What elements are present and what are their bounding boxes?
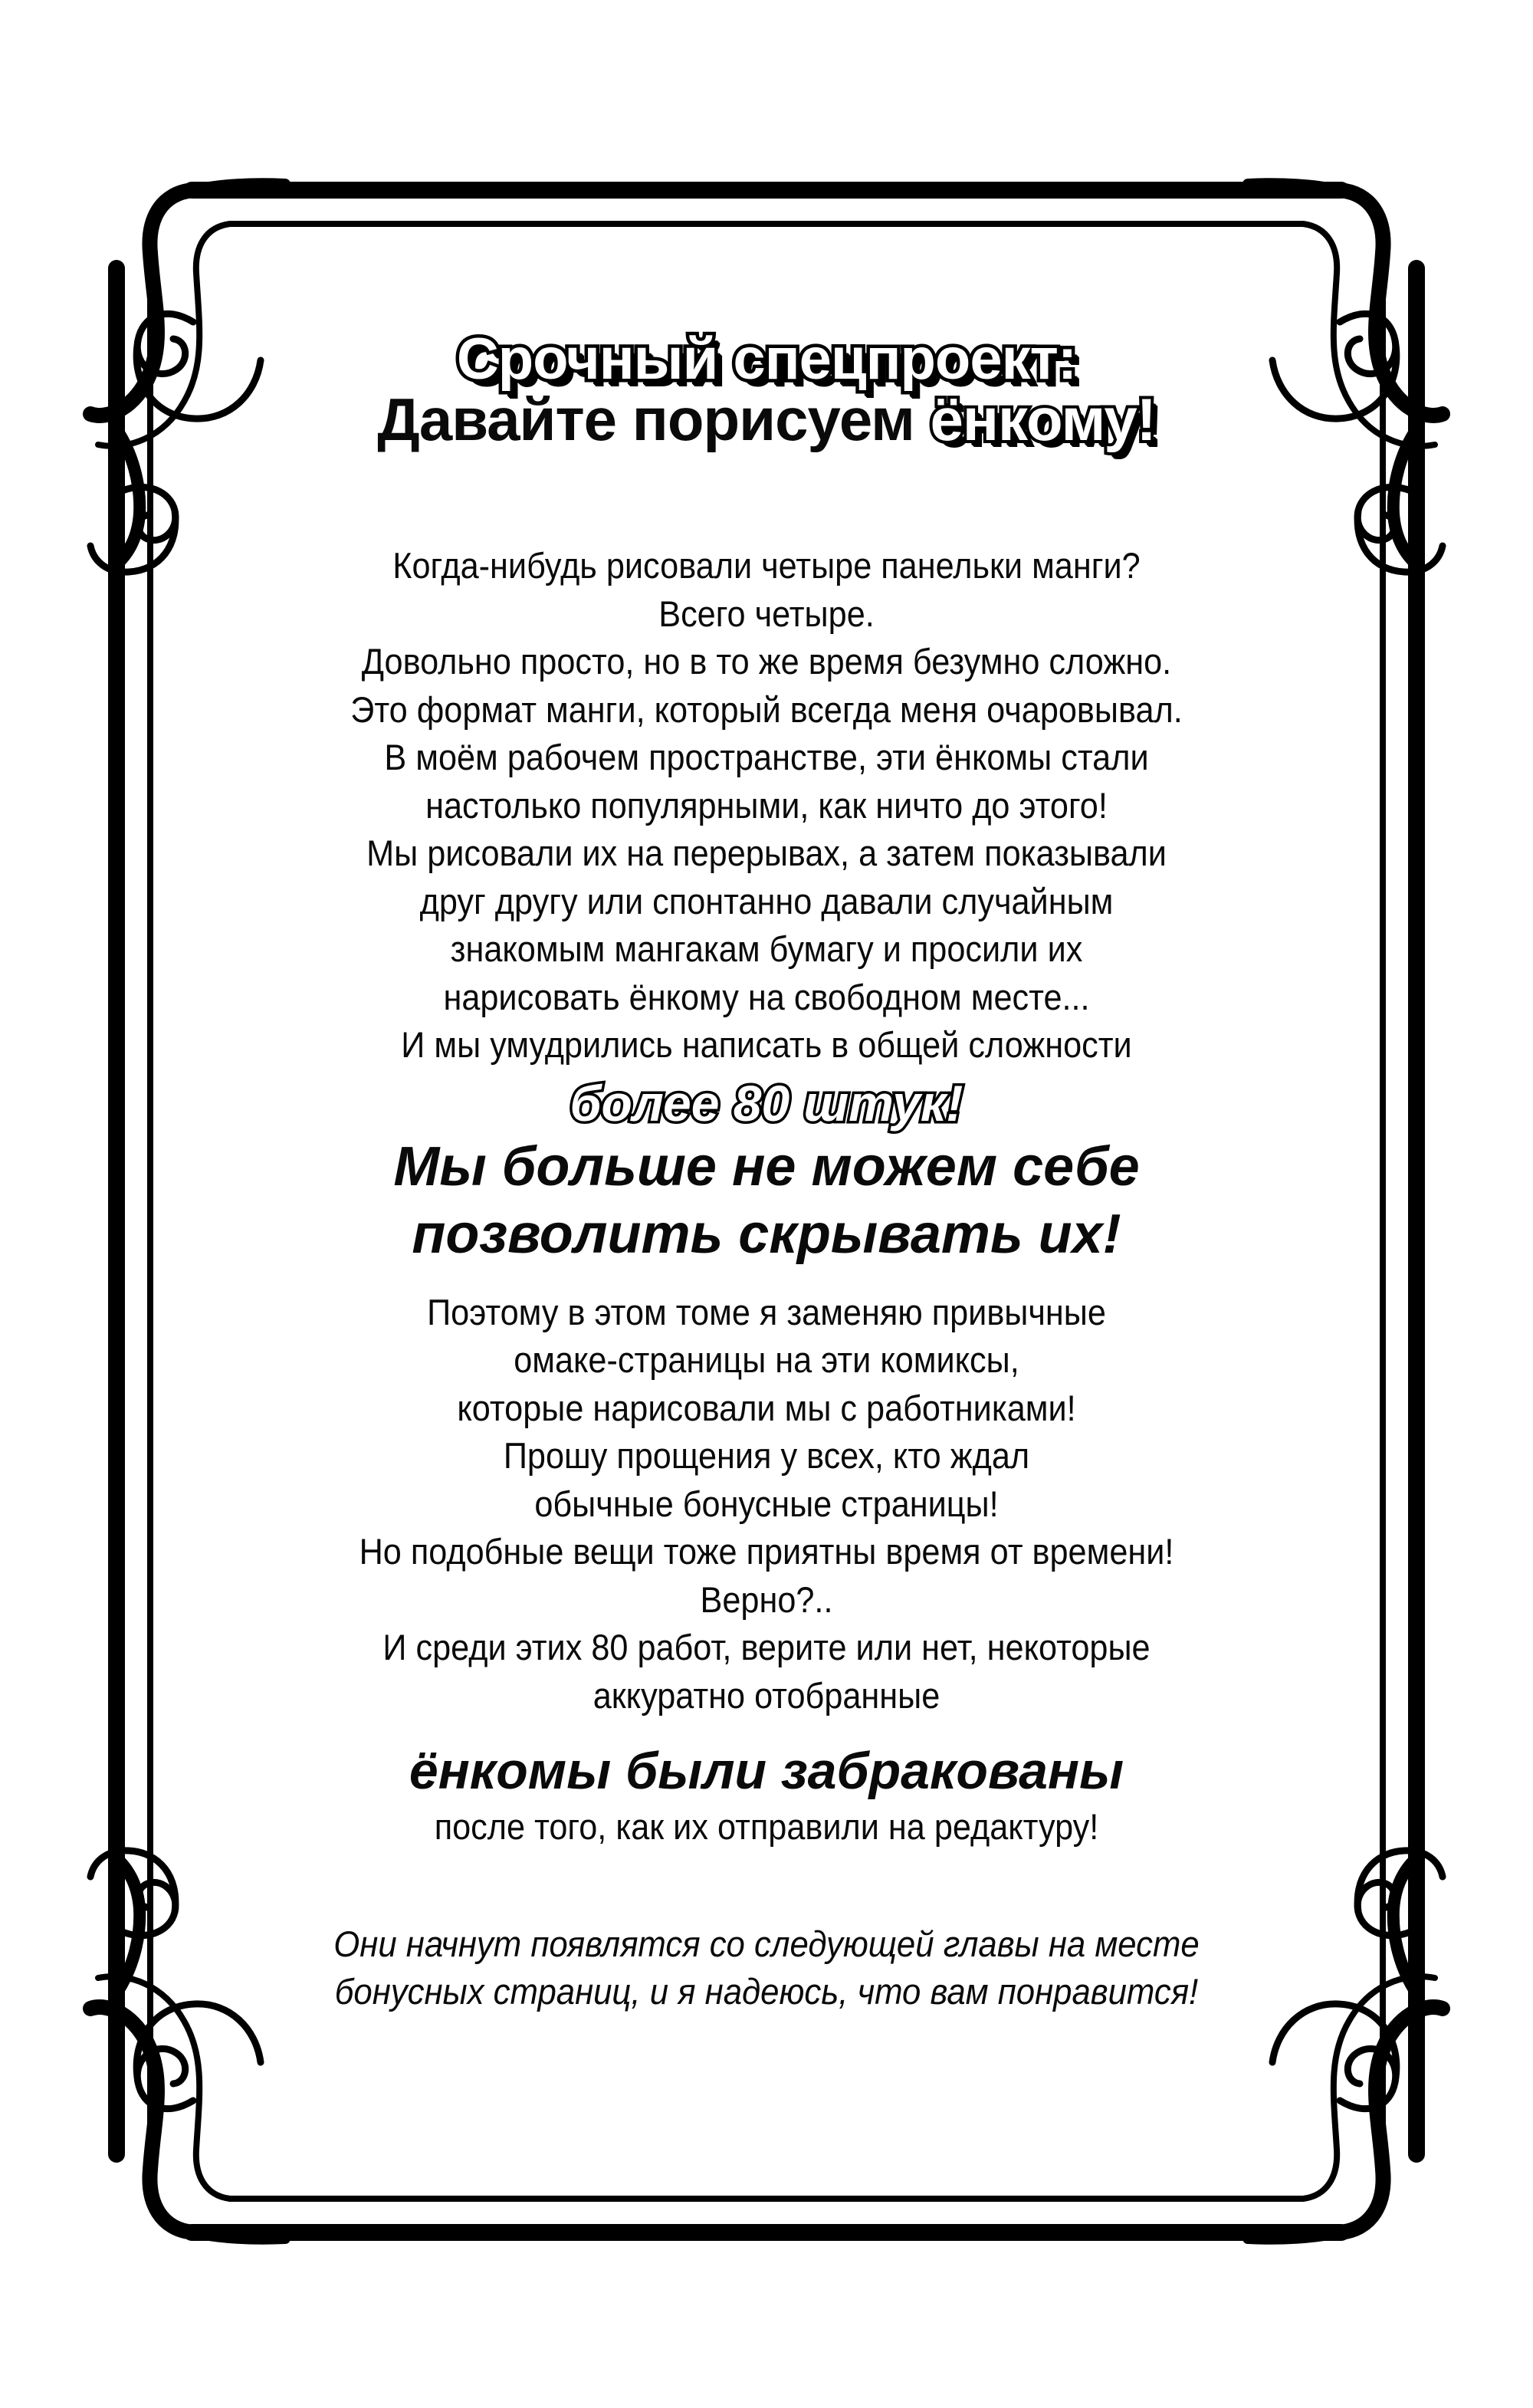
body-line: Но подобные вещи тоже приятны время от времени! bbox=[359, 1531, 1174, 1572]
closing-paragraph bbox=[161, 1920, 1372, 2016]
body-line: аккуратно отобранные bbox=[593, 1674, 940, 1716]
paragraph-three bbox=[161, 1803, 1372, 1851]
closing-line: Они начнут появлятся со следующей главы на месте bbox=[333, 1923, 1200, 1964]
body-line: Всего четыре. bbox=[658, 593, 875, 634]
body-line: которые нарисовали мы с работниками! bbox=[457, 1387, 1076, 1428]
body-line: И среди этих 80 работ, верите или нет, некоторые bbox=[382, 1627, 1151, 1668]
title-line-2-highlight: ёнкому! bbox=[930, 385, 1156, 453]
paragraph-two bbox=[161, 1289, 1372, 1720]
body-line: Довольно просто, но в то же время безумно сложно. bbox=[361, 641, 1172, 682]
page-title bbox=[161, 327, 1372, 453]
body-line: обычные бонусные страницы! bbox=[534, 1483, 999, 1524]
body-line: нарисовать ёнкому на свободном месте... bbox=[443, 976, 1090, 1017]
emphasis-rejected-yonkoma: ёнкомы были забракованы bbox=[409, 1742, 1124, 1801]
body-line: В моём рабочем пространстве, эти ёнкомы стали bbox=[384, 737, 1149, 778]
title-line-1: Срочный спецпроект: bbox=[456, 327, 1077, 392]
body-line: настолько популярными, как ничто до этого! bbox=[425, 784, 1108, 826]
spacer bbox=[161, 1851, 1372, 1920]
title-line-2-prefix: Давайте порисуем bbox=[377, 385, 931, 453]
spacer bbox=[161, 1269, 1372, 1289]
emphasis-cannot-hide-line-2: позволить скрывать их! bbox=[412, 1203, 1121, 1265]
title-line-2 bbox=[161, 385, 1372, 453]
paragraph-one bbox=[161, 542, 1372, 1069]
closing-line: бонусных страниц, и я надеюсь, что вам понравится! bbox=[334, 1971, 1199, 2012]
body-line: Когда-нибудь рисовали четыре панельки манги? bbox=[392, 545, 1141, 586]
body-line: Это формат манги, который всегда меня очаровывал. bbox=[350, 688, 1183, 730]
emphasis-cannot-hide-line-1: Мы больше не можем себе bbox=[393, 1136, 1140, 1198]
body-line: знакомым мангакам бумагу и просили их bbox=[450, 928, 1083, 970]
spacer bbox=[161, 1720, 1372, 1739]
afterword-content bbox=[161, 327, 1372, 2016]
body-line: Верно?.. bbox=[700, 1579, 833, 1620]
body-line: Мы рисовали их на перерывах, а затем показывали bbox=[366, 833, 1167, 874]
body-line: Поэтому в этом томе я заменяю привычные bbox=[427, 1291, 1106, 1332]
emphasis-more-than-80: более 80 штук! bbox=[570, 1074, 963, 1132]
body-line: омаке-страницы на эти комиксы, bbox=[514, 1339, 1019, 1381]
body-line: Прошу прощения у всех, кто ждал bbox=[503, 1435, 1030, 1477]
body-line: после того, как их отправили на редактуру! bbox=[434, 1806, 1099, 1848]
body-line: друг другу или спонтанно давали случайным bbox=[419, 880, 1114, 921]
body-line: И мы умудрились написать в общей сложности bbox=[401, 1024, 1132, 1066]
